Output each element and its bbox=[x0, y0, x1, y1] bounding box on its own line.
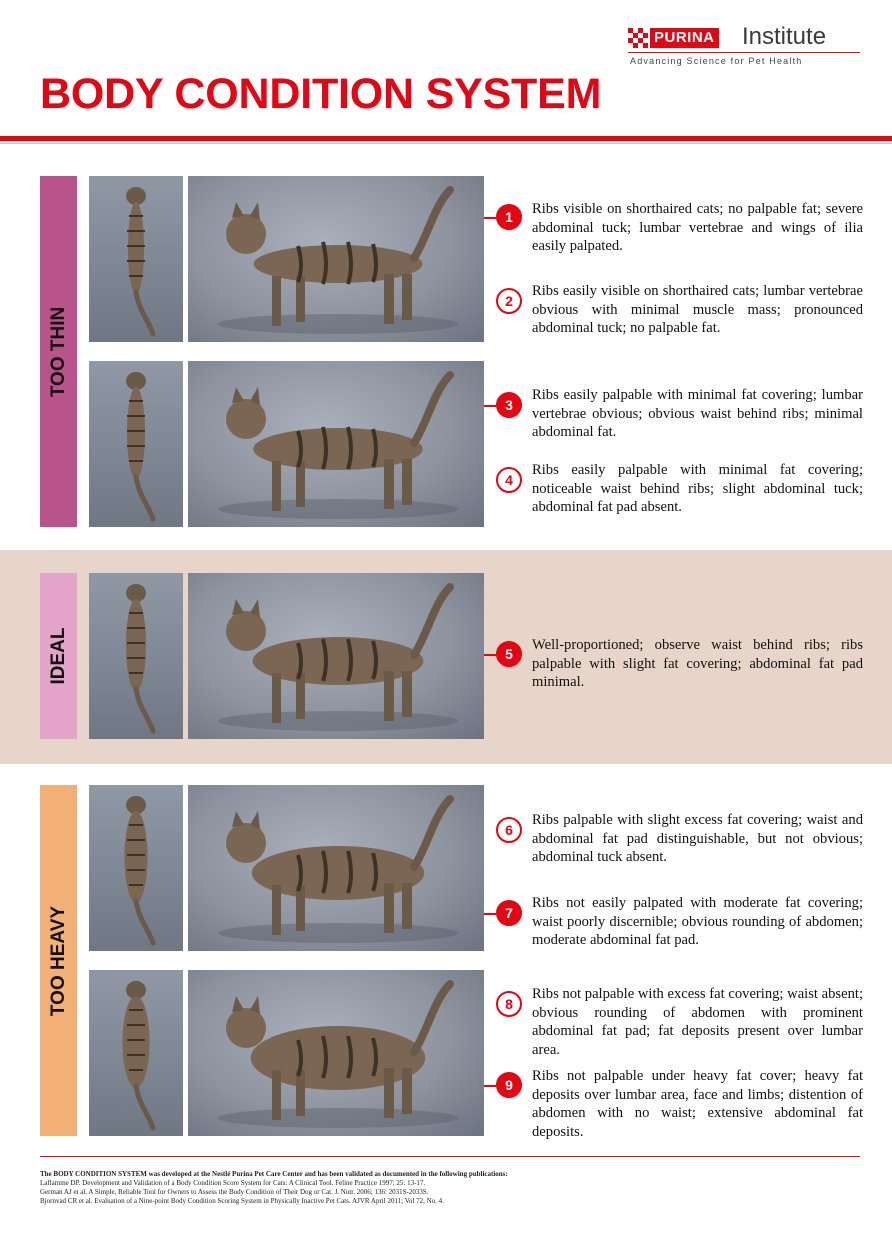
score-description-6: Ribs palpable with slight excess fat covering; waist and abdominal fat pad distinguishable, but not obvious; abdominal tuck absent. bbox=[532, 812, 863, 865]
cat-top-view-photo bbox=[89, 970, 183, 1136]
score-description-4: Ribs easily palpable with minimal fat covering; noticeable waist behind ribs; slight abdominal tuck; abdominal fat pad absent. bbox=[532, 462, 863, 515]
score-marker-2: 2 bbox=[496, 288, 522, 314]
score-marker-9: 9 bbox=[496, 1072, 522, 1098]
reference-item: Laflamme DP. Development and Validation of a Body Condition Score System for Cats: A Clinical Tool. Feline Practice 1997; 25: 13-17. bbox=[40, 1179, 426, 1187]
cat-top-view-photo bbox=[89, 361, 183, 527]
category-label: TOO THIN bbox=[47, 306, 69, 397]
score-description-1: Ribs visible on shorthaired cats; no palpable fat; severe abdominal tuck; lumbar vertebrae and wings of ilia easily palpated. bbox=[532, 201, 863, 254]
category-label: IDEAL bbox=[47, 627, 69, 685]
score-description-8: Ribs not palpable with excess fat covering; waist absent; obvious rounding of abdomen with prominent abdominal fat pad; fat deposits present over lumbar area. bbox=[532, 986, 863, 1058]
cat-top-view-photo bbox=[89, 176, 183, 342]
score-description-2: Ribs easily visible on shorthaired cats; lumbar vertebrae obvious with minimal muscle mass; pronounced abdominal tuck; no palpable fat. bbox=[532, 283, 863, 336]
cat-side-view-photo bbox=[188, 176, 484, 342]
score-marker-4: 4 bbox=[496, 467, 522, 493]
cat-side-view-photo bbox=[188, 970, 484, 1136]
score-marker-7: 7 bbox=[496, 900, 522, 926]
score-pointer bbox=[484, 405, 496, 407]
references bbox=[40, 1170, 860, 1206]
footer-divider bbox=[40, 1156, 860, 1157]
category-label: TOO HEAVY bbox=[47, 905, 69, 1016]
score-marker-5: 5 bbox=[496, 641, 522, 667]
cat-side-view-icon bbox=[188, 176, 484, 342]
cat-top-view-photo bbox=[89, 573, 183, 739]
cat-top-view-icon bbox=[89, 970, 183, 1136]
cat-side-view-photo bbox=[188, 573, 484, 739]
cat-top-view-photo bbox=[89, 785, 183, 951]
score-marker-6: 6 bbox=[496, 817, 522, 843]
logo-divider bbox=[628, 52, 860, 53]
cat-side-view-icon bbox=[188, 970, 484, 1136]
logo-tagline: Advancing Science for Pet Health bbox=[630, 56, 803, 66]
cat-side-view-photo bbox=[188, 785, 484, 951]
score-pointer bbox=[484, 654, 496, 656]
cat-side-view-icon bbox=[188, 573, 484, 739]
score-pointer bbox=[484, 1085, 496, 1087]
score-description-3: Ribs easily palpable with minimal fat covering; lumbar vertebrae obvious; obvious waist behind ribs; minimal abdominal fat. bbox=[532, 387, 863, 440]
cat-top-view-icon bbox=[89, 573, 183, 739]
cat-top-view-icon bbox=[89, 785, 183, 951]
cat-side-view-icon bbox=[188, 361, 484, 527]
category-too-thin bbox=[40, 176, 77, 527]
cat-top-view-icon bbox=[89, 176, 183, 342]
logo-institute: Institute bbox=[742, 23, 827, 50]
score-description-5: Well-proportioned; observe waist behind ribs; ribs palpable with slight fat covering; abdominal fat pad minimal. bbox=[532, 637, 863, 690]
header-divider-thin bbox=[0, 143, 892, 144]
purina-institute-logo bbox=[628, 24, 862, 70]
header-divider bbox=[0, 136, 892, 141]
cat-top-view-icon bbox=[89, 361, 183, 527]
cat-side-view-photo bbox=[188, 361, 484, 527]
score-description-7: Ribs not easily palpated with moderate fat covering; waist poorly discernible; obvious rounding of abdomen; moderate abdominal fat pad. bbox=[532, 895, 863, 948]
score-marker-3: 3 bbox=[496, 392, 522, 418]
score-marker-8: 8 bbox=[496, 991, 522, 1017]
category-ideal bbox=[40, 573, 77, 739]
score-pointer bbox=[484, 217, 496, 219]
score-description-9: Ribs not palpable under heavy fat cover; heavy fat deposits over lumbar area, face and limbs; distention of abdomen with no waist; extensive abdominal fat deposits. bbox=[532, 1068, 863, 1140]
category-too-heavy bbox=[40, 785, 77, 1136]
references-lead: The BODY CONDITION SYSTEM was developed at the Nestlé Purina Pet Care Center and has been validated as documented in the following publications: bbox=[40, 1170, 508, 1178]
score-pointer bbox=[484, 913, 496, 915]
cat-side-view-icon bbox=[188, 785, 484, 951]
score-marker-1: 1 bbox=[496, 204, 522, 230]
checkerboard-logo-icon bbox=[628, 28, 648, 48]
reference-item: German AJ et al. A Simple, Reliable Tool for Owners to Assess the Body Condition of Their Dog or Cat. J. Nutr. 2006; 136: 2031S-2033S. bbox=[40, 1188, 429, 1196]
logo-brand: PURINA bbox=[650, 28, 719, 48]
page-title: BODY CONDITION SYSTEM bbox=[40, 70, 602, 118]
reference-item: Bjornvad CR et al. Evaluation of a Nine-point Body Condition Scoring System in Physically Inactive Pet Cats. AJVR April 2011; Vol 72, No. 4. bbox=[40, 1197, 444, 1205]
